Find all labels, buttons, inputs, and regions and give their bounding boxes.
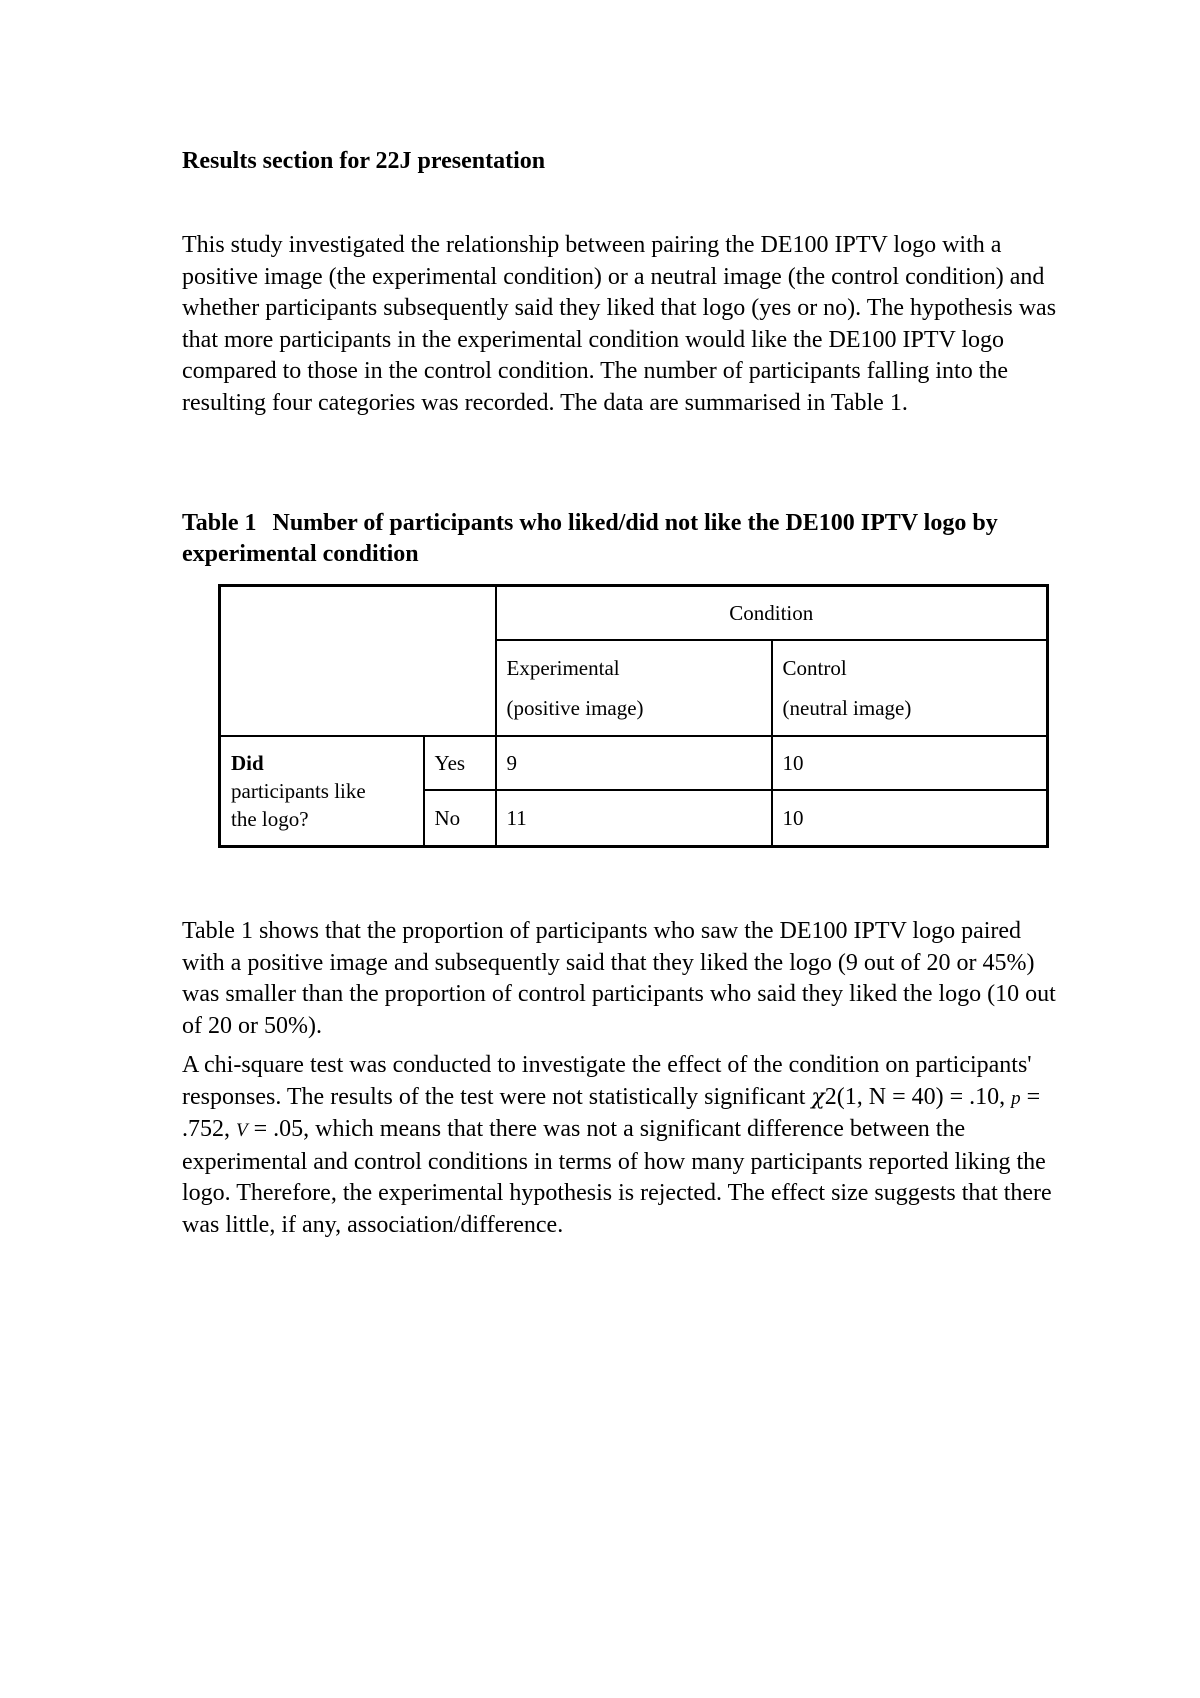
results-table (218, 584, 1049, 848)
condition-header: Condition (496, 586, 1048, 641)
v-value: = .05 (247, 1116, 304, 1142)
table-caption-label: Table 1 (182, 510, 257, 536)
chi-statistic: 2(1, N = 40) = .10, (824, 1083, 1012, 1110)
cell-no-control: 10 (772, 790, 1048, 847)
table-caption (182, 508, 1062, 570)
table-row (220, 586, 1048, 641)
table-row (220, 736, 1048, 790)
column-header-control (772, 640, 1048, 736)
control-label: Control (782, 656, 847, 680)
document-title: Results section for 22J presentation (182, 148, 546, 174)
experimental-label: Experimental (506, 656, 620, 680)
row-label-yes: Yes (424, 736, 496, 790)
column-header-experimental (496, 640, 772, 736)
chi-text-part-1: A chi-square test was conducted to investigate the effect of the condition on participants' responses. The results of the test were not statistically significant (182, 1052, 1032, 1110)
table-caption-text: Number of participants who liked/did not like the DE100 IPTV logo by experimental condition (182, 510, 998, 567)
p-value: = .752, (182, 1083, 1041, 1142)
intro-paragraph: This study investigated the relationship between pairing the DE100 IPTV logo with a positive image (the experimental condition) or a neutral image (the control condition) and whether participants subsequently said they liked that logo (yes or no). The hypothesis was that more participants in the experimental condition would like the DE100 IPTV logo compared to those in the control condition. The number of participants falling into the resulting four categories was recorded. The data are summarised in Table 1. (182, 232, 1057, 416)
question-line-3: the logo? (231, 807, 309, 831)
question-line-2: participants like (231, 779, 366, 803)
p-symbol: p (1011, 1087, 1021, 1109)
v-symbol: V (236, 1120, 248, 1141)
row-group-question (220, 736, 424, 847)
control-sublabel: (neutral image) (782, 696, 912, 720)
cell-yes-control: 10 (772, 736, 1048, 790)
row-label-no: No (424, 790, 496, 847)
chi-text-part-2: , which means that there was not a significant difference between the experimental and control conditions in terms of how many participants reported liking the logo. Therefore, the experimental hypothesis is rejected. The effect size suggests that there was little, if any, association/difference. (182, 1116, 1052, 1238)
empty-corner-cell (220, 586, 496, 737)
experimental-sublabel: (positive image) (506, 696, 644, 720)
chi-square-paragraph (182, 1050, 1062, 1241)
question-line-1: Did (231, 751, 264, 775)
table-summary-paragraph: Table 1 shows that the proportion of participants who saw the DE100 IPTV logo paired with a positive image and subsequently said that they liked the logo (9 out of 20 or 45%) was smaller than the proportion of control participants who said they liked the logo (10 out of 20 or 50%). (182, 918, 1056, 1039)
cell-no-experimental: 11 (496, 790, 772, 847)
cell-yes-experimental: 9 (496, 736, 772, 790)
chi-symbol: χ (811, 1084, 825, 1110)
